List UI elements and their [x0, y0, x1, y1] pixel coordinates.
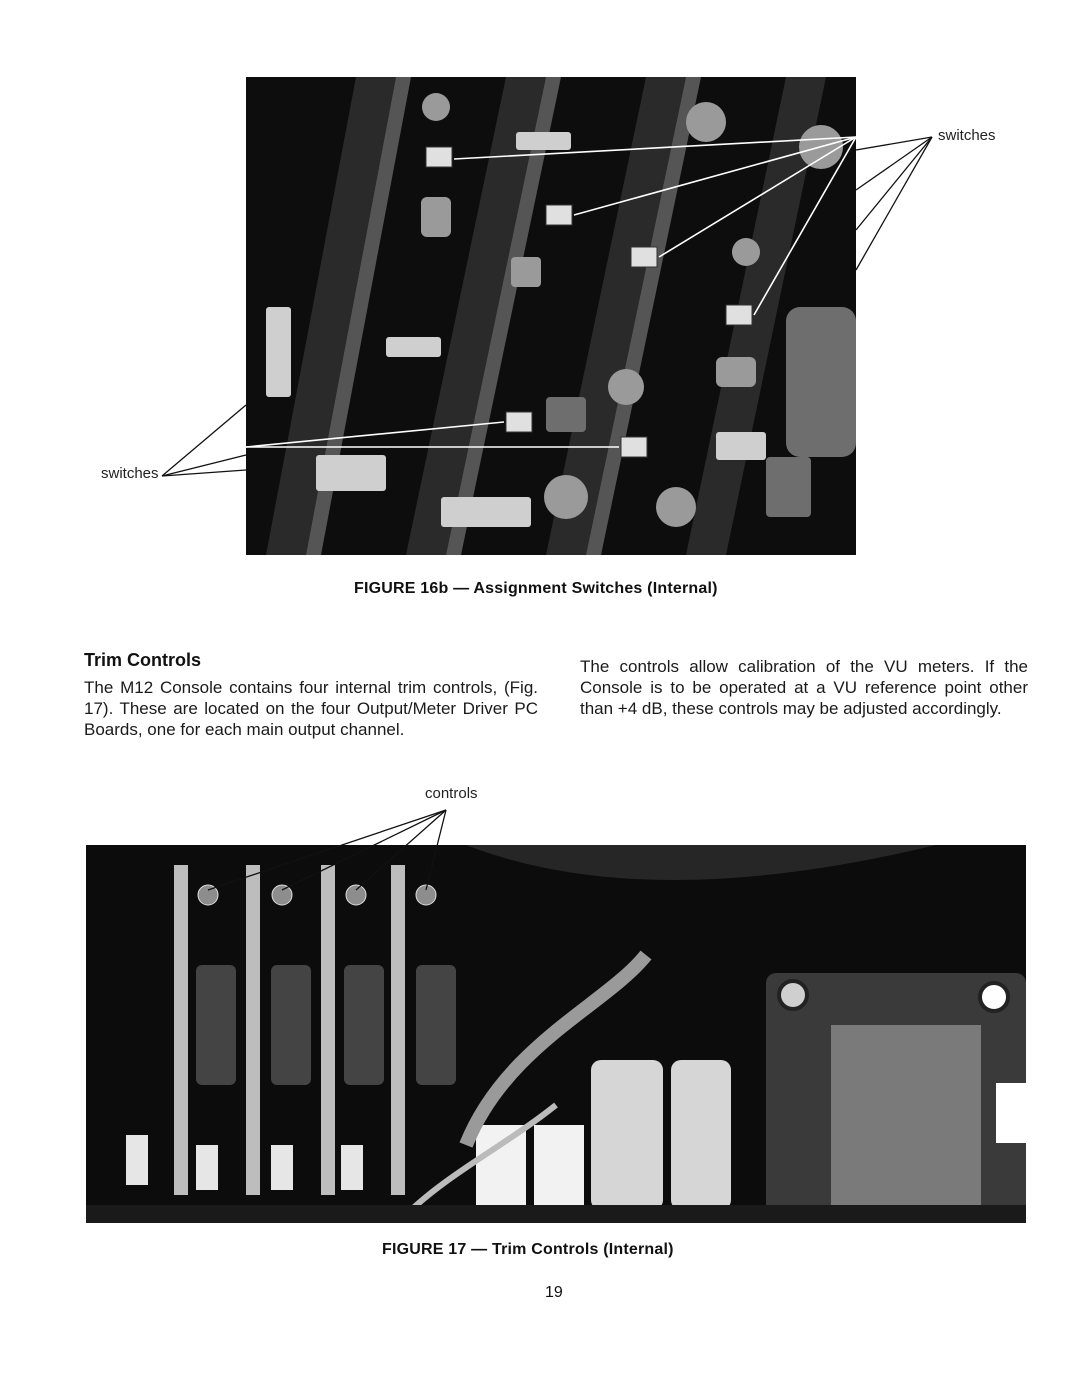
section-heading: Trim Controls: [84, 650, 202, 670]
paragraph-right: The controls allow calibration of the VU meters. If the Console is to be operated at a VU reference point other than +4 dB, these controls may be adjusted accordingly.: [580, 657, 1028, 718]
figure-16b-leader-lines: [0, 0, 1080, 600]
callout-switches-left: switches: [101, 465, 159, 482]
callout-switches-right: switches: [938, 127, 996, 144]
figure-17-leader-lines: [0, 780, 1080, 920]
paragraph-left: The M12 Console contains four internal trim controls, (Fig. 17). These are located on the four Output/Meter Driver PC Boards, one for each main output channel.: [84, 678, 538, 739]
callout-controls: controls: [425, 785, 478, 802]
page-number: 19: [545, 1284, 563, 1301]
figure-16b-caption: FIGURE 16b — Assignment Switches (Internal): [354, 580, 718, 597]
figure-17-caption: FIGURE 17 — Trim Controls (Internal): [382, 1241, 674, 1258]
